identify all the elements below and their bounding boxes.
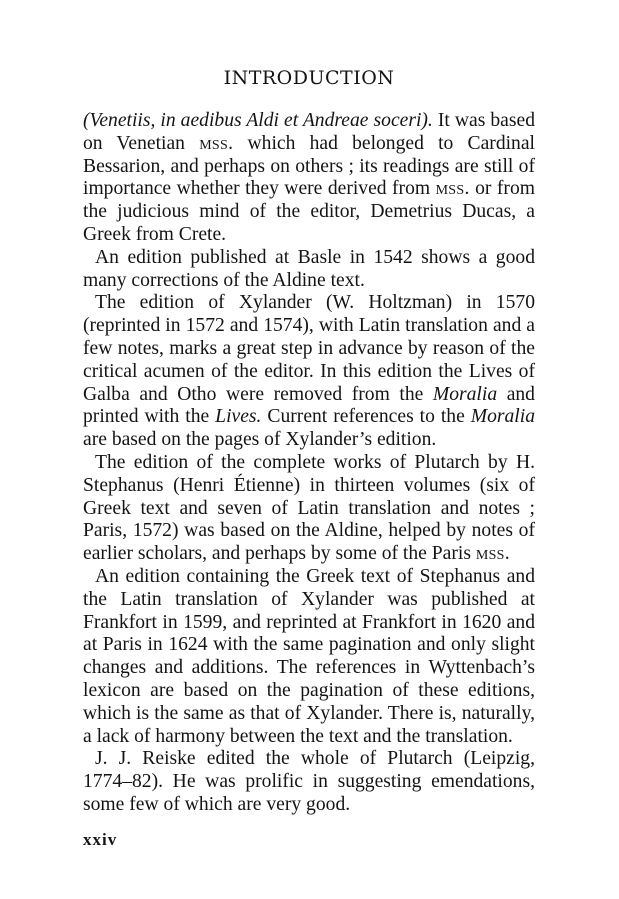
text-segment: Moralia xyxy=(432,383,498,405)
body-text xyxy=(83,110,535,817)
text-segment: or from the judicious mind of the editor, Demetrius Ducas, a Greek from Crete. xyxy=(83,178,535,245)
text-segment: (Venetiis, in aedibus Aldi et Andreae soceri). xyxy=(83,110,433,131)
page-number: xxiv xyxy=(83,830,118,849)
paragraph xyxy=(83,292,535,452)
paragraph xyxy=(83,748,535,816)
paragraph xyxy=(83,247,535,293)
text-segment: mss. xyxy=(199,132,234,154)
running-head: INTRODUCTION xyxy=(223,67,395,89)
text-segment: Moralia xyxy=(470,406,535,428)
paragraph xyxy=(83,566,535,748)
text-segment: The edition of the complete works of Plutarch by H. Stephanus (Henri Étienne) in thirteen volumes (six of Greek text and seven of Latin translation and notes ; Paris, 1572) was based on the Aldine, helped by notes of earlier scholars, and perhaps by some of the Paris xyxy=(83,451,535,565)
paragraph xyxy=(83,452,535,566)
text-segment: and printed with the xyxy=(83,383,535,428)
text-segment: Lives. xyxy=(215,406,262,428)
text-segment: Current references to the xyxy=(261,406,471,428)
text-segment: It was based on Venetian xyxy=(83,110,535,154)
page-content xyxy=(83,66,535,817)
text-segment: An edition containing the Greek text of Stephanus and the Latin translation of Xylander was published at Frankfort in 1599, and reprinted at Frankfort in 1620 and at Paris in 1624 with the same pagination and only slight changes and additions. The references in Wyttenbach’s lexicon are based on the pagination of these editions, which is the same as that of Xylander. There is, naturally, a lack of harmony between the text and the translation. xyxy=(83,565,535,747)
text-segment: An edition published at Basle in 1542 shows a good many corrections of the Aldine text. xyxy=(83,246,535,291)
text-segment: mss. xyxy=(435,178,470,200)
text-segment: which had belonged to Cardinal Bessarion, and perhaps on others ; its readings are still of importance whether they were derived from xyxy=(83,132,535,200)
text-segment: The edition of Xylander (W. Holtzman) in 1570 (reprinted in 1572 and 1574), with Latin translation and a few notes, marks a great step in advance by reason of the critical acumen of the editor. In this edition the Lives of Galba and Otho were removed from the xyxy=(83,292,535,405)
paragraph xyxy=(83,110,535,247)
text-segment: are based on the pages of Xylander’s edition. xyxy=(83,429,437,451)
text-segment: mss. xyxy=(475,543,510,565)
text-segment: J. J. Reiske edited the whole of Plutarch (Leipzig, 1774–82). He was prolific in suggesting emendations, some few of which are very good. xyxy=(83,748,535,815)
